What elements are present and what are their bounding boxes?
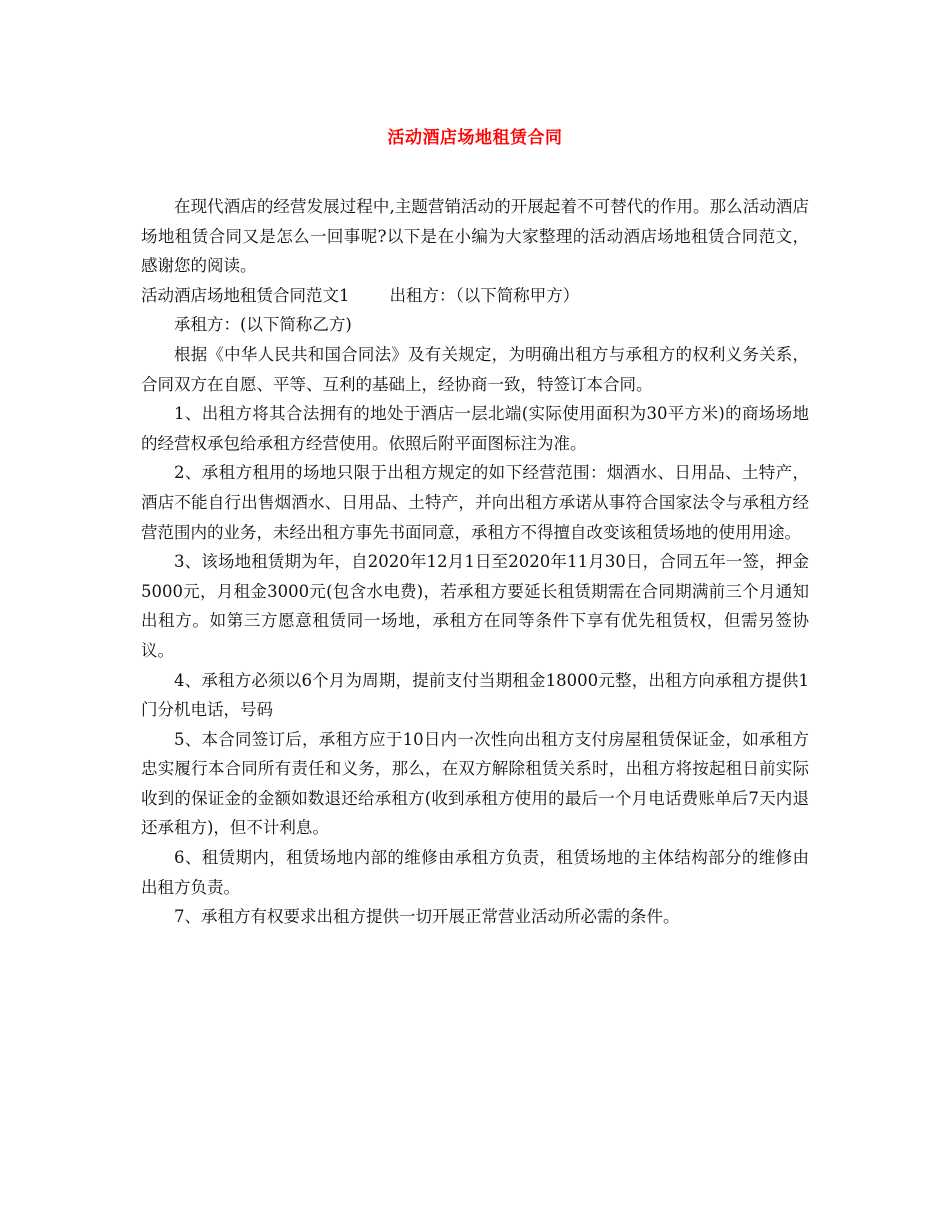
preamble-paragraph: 根据《中华人民共和国合同法》及有关规定，为明确出租方与承租方的权利义务关系，合同双方在自愿、平等、互利的基础上，经协商一致，特签订本合同。 (141, 344, 809, 394)
clause-3: 3、该场地租赁期为年，自2020年12月1日至2020年11月30日，合同五年一签，押金5000元，月租金3000元(包含水电费)，若承租方要延长租赁期需在合同期满前三个月通知出租方。如第三方愿意租赁同一场地，承租方在同等条件下享有优先租赁权，但需另签协议。 (141, 552, 809, 660)
lessee-line: 承租方：(以下简称乙方) (174, 315, 352, 335)
document-title: 活动酒店场地租赁合同 (387, 128, 563, 148)
clause-7: 7、承租方有权要求出租方提供一切开展正常营业活动所必需的条件。 (174, 907, 680, 927)
clause-6: 6、租赁期内，租赁场地内部的维修由承租方负责，租赁场地的主体结构部分的维修由出租方负责。 (141, 848, 809, 897)
document-body (141, 192, 809, 932)
clause-5: 5、本合同签订后，承租方应于10日内一次性向出租方支付房屋租赁保证金，如承租方忠实履行本合同所有责任和义务，那么，在双方解除租赁关系时，出租方将按起租日前实际收到的保证金的金额如数退还给承租方(收到承租方使用的最后一个月电话费账单后7天内退还承租方)，但不计利息。 (141, 729, 809, 838)
clause-4: 4、承租方必须以6个月为周期，提前支付当期租金18000元整，出租方向承租方提供1门分机电话，号码 (141, 670, 809, 720)
sample-heading: 活动酒店场地租赁合同范文1 (141, 285, 350, 305)
clause-1: 1、出租方将其合法拥有的地处于酒店一层北端(实际使用面积为30平方米)的商场场地的经营权承包给承租方经营使用。依照后附平面图标注为准。 (141, 404, 809, 453)
clause-2: 2、承租方租用的场地只限于出租方规定的如下经营范围：烟酒水、日用品、土特产，酒店不能自行出售烟酒水、日用品、土特产，并向出租方承诺从事符合国家法令与承租方经营范围内的业务，未经出租方事先书面同意，承租方不得擅自改变该租赁场地的使用用途。 (141, 463, 809, 542)
sample-heading-line (141, 281, 809, 311)
intro-paragraph: 在现代酒店的经营发展过程中,主题营销活动的开展起着不可替代的作用。那么活动酒店场地租赁合同又是怎么一回事呢?以下是在小编为大家整理的活动酒店场地租赁合同范文，感谢您的阅读。 (141, 197, 809, 276)
lessor-line: 出租方：（以下简称甲方） (389, 285, 580, 305)
